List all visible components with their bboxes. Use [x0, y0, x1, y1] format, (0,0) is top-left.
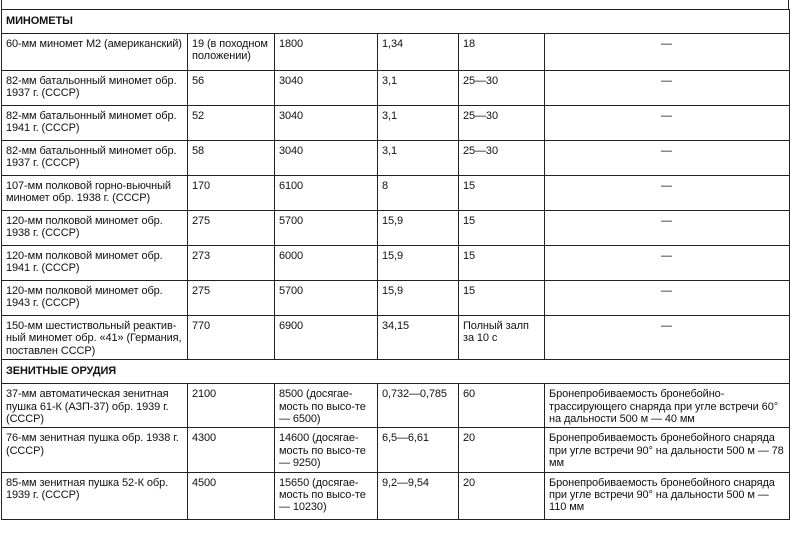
- table-row: [2, 71, 790, 106]
- cell-projectile-weight: 6,5—6,61: [378, 428, 459, 472]
- cell-projectile-weight: 8: [378, 176, 459, 211]
- cell-rate-of-fire: 25—30: [459, 106, 545, 141]
- cell-weight: 2100: [188, 384, 275, 428]
- section-title: ЗЕНИТНЫЕ ОРУДИЯ: [2, 360, 790, 384]
- cell-projectile-weight: 0,732—0,785: [378, 384, 459, 428]
- cell-weight: 56: [188, 71, 275, 106]
- cell-projectile-weight: 9,2—9,54: [378, 472, 459, 519]
- cell-weight: 4300: [188, 428, 275, 472]
- cell-range: 6000: [275, 246, 378, 281]
- table-row: [2, 34, 790, 71]
- cell-range: 6900: [275, 316, 378, 360]
- table-row: [2, 141, 790, 176]
- cell-rate-of-fire: 20: [459, 428, 545, 472]
- cell-note: Бронепробиваемость бронебойного снаряда при угле встречи 90° на дальности 500 м — 110 мм: [545, 472, 790, 519]
- cell-weight: 4500: [188, 472, 275, 519]
- cell-rate-of-fire: 15: [459, 176, 545, 211]
- cell-weapon-name: 82-мм батальонный миномет обр. 1937 г. (СССР): [2, 141, 188, 176]
- cell-rate-of-fire: 18: [459, 34, 545, 71]
- cell-note: —: [545, 246, 790, 281]
- cell-range: 15650 (досягае-мость по высо-те — 10230): [275, 472, 378, 519]
- cell-weapon-name: 60-мм миномет M2 (американский): [2, 34, 188, 71]
- cell-rate-of-fire: 20: [459, 472, 545, 519]
- table-row: [2, 281, 790, 316]
- section-header-row: [2, 10, 790, 34]
- cell-weight: 770: [188, 316, 275, 360]
- cell-projectile-weight: 3,1: [378, 106, 459, 141]
- cell-weapon-name: 85-мм зенитная пушка 52-К обр. 1939 г. (СССР): [2, 472, 188, 519]
- cell-note: —: [545, 316, 790, 360]
- cell-projectile-weight: 34,15: [378, 316, 459, 360]
- cell-range: 3040: [275, 106, 378, 141]
- cell-rate-of-fire: 25—30: [459, 141, 545, 176]
- weapons-table: [1, 9, 790, 520]
- cell-range: 3040: [275, 71, 378, 106]
- cell-weight: 273: [188, 246, 275, 281]
- table-row: [2, 428, 790, 472]
- cell-weight: 19 (в походном положении): [188, 34, 275, 71]
- table-row: [2, 106, 790, 141]
- table-top-edge: [1, 0, 789, 9]
- cell-rate-of-fire: 15: [459, 211, 545, 246]
- cell-note: —: [545, 211, 790, 246]
- cell-note: —: [545, 176, 790, 211]
- cell-projectile-weight: 1,34: [378, 34, 459, 71]
- cell-range: 14600 (досягае-мость по высо-те — 9250): [275, 428, 378, 472]
- cell-rate-of-fire: Полный залп за 10 с: [459, 316, 545, 360]
- cell-projectile-weight: 15,9: [378, 281, 459, 316]
- cell-note: —: [545, 281, 790, 316]
- cell-weight: 170: [188, 176, 275, 211]
- cell-note: Бронепробиваемость бронебойно-трассирующего снаряда при угле встречи 60° на дальности 500 м — 40 мм: [545, 384, 790, 428]
- cell-rate-of-fire: 15: [459, 281, 545, 316]
- cell-projectile-weight: 15,9: [378, 246, 459, 281]
- table-row: [2, 384, 790, 428]
- cell-range: 6100: [275, 176, 378, 211]
- cell-weapon-name: 150-мм шестиствольный реактив-ный миномет обр. «41» (Германия, поставлен СССР): [2, 316, 188, 360]
- cell-range: 5700: [275, 281, 378, 316]
- cell-weapon-name: 37-мм автоматическая зенитная пушка 61-К (АЗП-37) обр. 1939 г. (СССР): [2, 384, 188, 428]
- cell-range: 1800: [275, 34, 378, 71]
- cell-note: —: [545, 141, 790, 176]
- cell-projectile-weight: 3,1: [378, 141, 459, 176]
- weapons-table-body: [2, 10, 790, 520]
- cell-weapon-name: 82-мм батальонный миномет обр. 1937 г. (СССР): [2, 71, 188, 106]
- cell-range: 3040: [275, 141, 378, 176]
- cell-weapon-name: 120-мм полковой миномет обр. 1941 г. (СССР): [2, 246, 188, 281]
- cell-weight: 58: [188, 141, 275, 176]
- cell-weapon-name: 120-мм полковой миномет обр. 1943 г. (СССР): [2, 281, 188, 316]
- table-row: [2, 472, 790, 519]
- cell-rate-of-fire: 60: [459, 384, 545, 428]
- cell-weight: 52: [188, 106, 275, 141]
- cell-range: 8500 (досягае-мость по высо-те — 6500): [275, 384, 378, 428]
- cell-projectile-weight: 3,1: [378, 71, 459, 106]
- cell-note: —: [545, 34, 790, 71]
- cell-weight: 275: [188, 211, 275, 246]
- cell-weapon-name: 82-мм батальонный миномет обр. 1941 г. (СССР): [2, 106, 188, 141]
- table-row: [2, 316, 790, 360]
- cell-note: Бронепробиваемость бронебойного снаряда при угле встречи 90° на дальности 500 м — 78 мм: [545, 428, 790, 472]
- cell-rate-of-fire: 15: [459, 246, 545, 281]
- cell-range: 5700: [275, 211, 378, 246]
- table-row: [2, 176, 790, 211]
- cell-rate-of-fire: 25—30: [459, 71, 545, 106]
- cell-weapon-name: 120-мм полковой миномет обр. 1938 г. (СССР): [2, 211, 188, 246]
- cell-weapon-name: 76-мм зенитная пушка обр. 1938 г. (СССР): [2, 428, 188, 472]
- cell-weight: 275: [188, 281, 275, 316]
- cell-projectile-weight: 15,9: [378, 211, 459, 246]
- table-row: [2, 246, 790, 281]
- table-row: [2, 211, 790, 246]
- cell-weapon-name: 107-мм полковой горно-вьючный миномет обр. 1938 г. (СССР): [2, 176, 188, 211]
- section-title: МИНОМЕТЫ: [2, 10, 790, 34]
- cell-note: —: [545, 71, 790, 106]
- section-header-row: [2, 360, 790, 384]
- cell-note: —: [545, 106, 790, 141]
